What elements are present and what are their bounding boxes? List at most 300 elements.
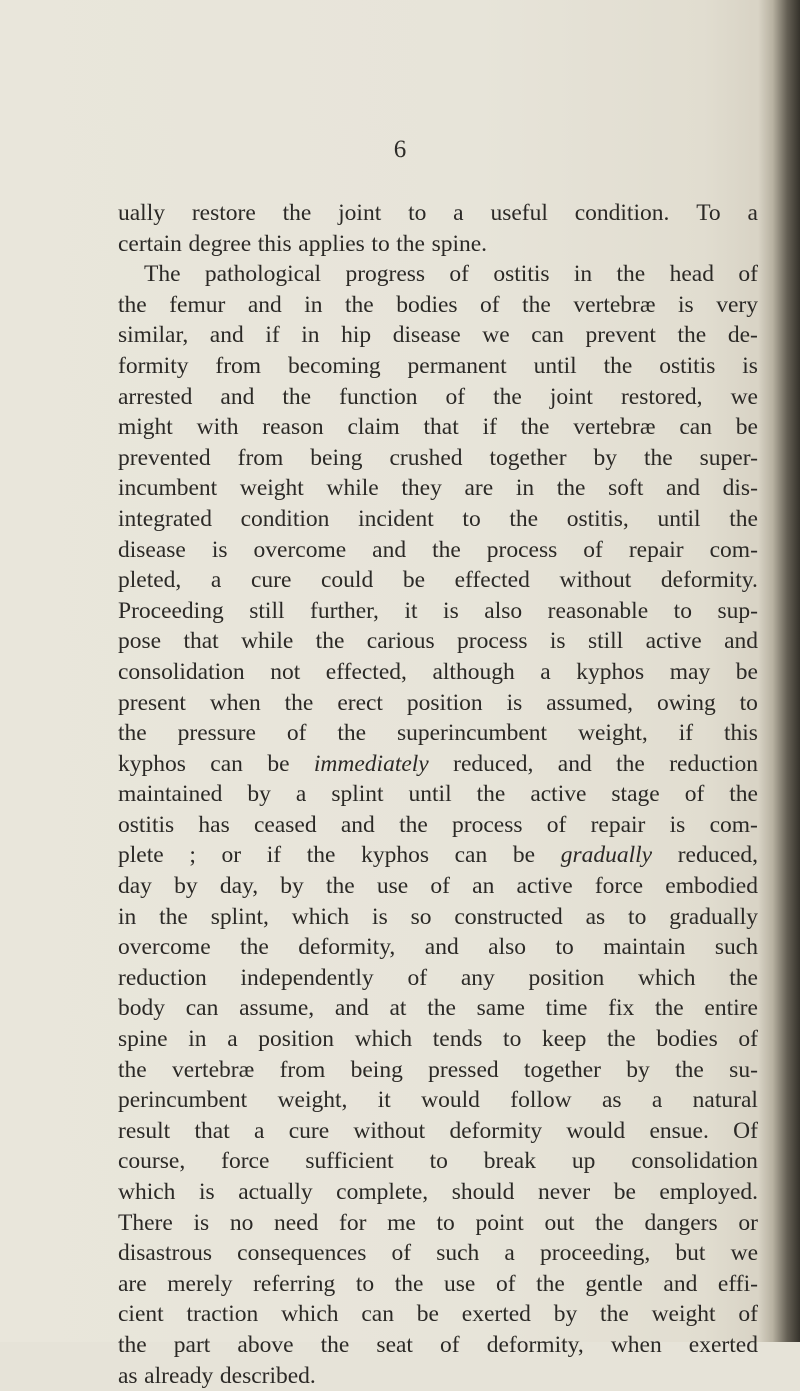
text-word: condition. [574, 200, 670, 226]
text-word: can [679, 414, 712, 441]
text-word: com- [709, 536, 758, 563]
text-word: so [410, 903, 432, 930]
text-word: described. [219, 1362, 316, 1389]
text-word: the [118, 1056, 147, 1083]
text-word: which [291, 903, 350, 930]
text-word: are [118, 1270, 147, 1297]
text-word: the [729, 781, 758, 808]
text-word: the [675, 1056, 704, 1083]
text-line [118, 565, 758, 596]
text-word: weight, [577, 720, 648, 747]
text-word: the [432, 536, 461, 563]
text-word: similar, [118, 322, 189, 349]
text-word: not [270, 658, 301, 685]
text-word: deformity, [298, 934, 396, 961]
text-word: without [353, 1117, 426, 1144]
text-word: dangers [644, 1209, 718, 1236]
text-word: a [651, 1087, 663, 1114]
text-word: force [221, 1148, 270, 1175]
text-word: active [516, 873, 573, 900]
body-text [118, 198, 758, 1391]
text-word: the [282, 383, 312, 410]
text-word: of [546, 811, 567, 838]
text-line [118, 351, 758, 382]
text-word: may [669, 658, 711, 685]
text-word: until [408, 781, 452, 808]
text-word: erect [337, 689, 383, 716]
text-word: result [118, 1117, 171, 1144]
text-word: we [482, 322, 510, 349]
text-word: overcome [118, 934, 211, 961]
text-word: kyphos [576, 658, 645, 685]
text-word: body [118, 995, 165, 1022]
text-word: as [118, 1362, 138, 1389]
text-word: and [340, 811, 375, 838]
text-word: still [587, 628, 624, 655]
text-word: restore [191, 200, 256, 226]
text-word: disease [118, 536, 186, 563]
text-word: from [237, 444, 284, 471]
text-word: dis- [722, 475, 758, 502]
text-line [118, 1330, 758, 1361]
text-word: we [730, 383, 758, 410]
text-word: the [399, 811, 428, 838]
text-word: day [118, 873, 152, 900]
text-word: the [396, 230, 425, 257]
text-line [118, 320, 758, 351]
text-word: The [144, 261, 181, 288]
text-word: ually [118, 200, 165, 226]
text-word: the [616, 750, 645, 777]
text-word: follow [510, 1087, 572, 1114]
text-word: a [295, 781, 307, 808]
text-word: and [372, 536, 407, 563]
text-word: ostitis [493, 261, 550, 288]
text-word: the [654, 995, 684, 1022]
text-word: if [266, 842, 282, 869]
text-word: There [118, 1209, 173, 1236]
text-word: the [159, 903, 188, 930]
text-word: su- [729, 1056, 758, 1083]
text-word: embodied [665, 873, 758, 900]
text-word: which [638, 964, 696, 991]
text-word: a [747, 200, 758, 226]
text-line [118, 1024, 758, 1055]
text-word: cure [250, 567, 292, 594]
text-word: if [265, 322, 280, 349]
text-word [561, 840, 652, 871]
text-word: without [559, 567, 632, 594]
text-word: the [118, 1331, 147, 1358]
text-word: the [520, 414, 550, 441]
text-word: an [472, 873, 495, 900]
text-word: when [610, 1331, 662, 1358]
text-line [118, 290, 758, 321]
text-word: is [669, 811, 686, 838]
text-word: effi- [717, 1270, 758, 1297]
text-word: weight [239, 475, 304, 502]
text-word: a [453, 200, 464, 226]
text-word: of [583, 536, 603, 563]
text-line [118, 1361, 758, 1391]
text-word: the [282, 200, 312, 226]
text-word: of [738, 1301, 758, 1328]
text-word: and [247, 291, 282, 318]
text-word: the [522, 291, 551, 318]
text-word: to [408, 200, 427, 226]
text-word: such [436, 1240, 480, 1267]
text-word: independently [240, 964, 374, 991]
text-word: by [280, 873, 304, 900]
page-edge-shadow [758, 0, 800, 1342]
text-word: pressed [428, 1056, 499, 1083]
text-word: reasonable [547, 597, 649, 624]
text-word: can [454, 842, 488, 869]
text-line [118, 473, 758, 504]
text-word: gentle [585, 1270, 643, 1297]
text-word: and [663, 1270, 698, 1297]
text-word: although [432, 658, 515, 685]
text-word: to [355, 1270, 375, 1297]
text-word: a [254, 1117, 265, 1144]
text-line [118, 779, 758, 810]
text-word: splint, [210, 903, 269, 930]
text-word: actually [238, 1179, 313, 1205]
text-word: with [196, 414, 239, 441]
text-word: in [304, 291, 323, 318]
text-word: the [476, 781, 506, 808]
text-word: the [240, 934, 269, 961]
text-word: prevent [585, 322, 656, 349]
text-word: plete [118, 842, 164, 869]
text-line [118, 932, 758, 963]
text-word: ceased [254, 811, 317, 838]
text-word: or [738, 1209, 758, 1236]
text-word: further, [310, 597, 379, 624]
text-word: certain [118, 230, 182, 257]
text-word: prevented [118, 444, 211, 471]
text-word: which [354, 1026, 413, 1053]
text-word: consequences [237, 1240, 367, 1267]
text-line [118, 1177, 758, 1208]
text-word: day, [219, 873, 259, 900]
text-word: until [533, 352, 577, 379]
text-line [118, 596, 758, 627]
text-word: can [210, 750, 243, 777]
text-word: the [600, 1301, 629, 1328]
text-word: out [544, 1209, 575, 1236]
text-word: of [738, 261, 758, 288]
text-word: in [515, 475, 535, 502]
text-word: employed. [659, 1179, 758, 1205]
text-word: bodies [396, 291, 458, 318]
text-word: perincumbent [118, 1087, 248, 1114]
text-word: if [482, 414, 497, 441]
text-word: assumed, [546, 689, 634, 716]
text-word: of [684, 781, 705, 808]
text-word: a [210, 567, 222, 594]
text-line [118, 1208, 758, 1239]
text-word: entire [704, 995, 758, 1022]
text-word: has [198, 811, 230, 838]
text-word: while [241, 628, 294, 655]
text-word: repair [590, 811, 646, 838]
text-word: any [460, 964, 495, 991]
text-word: the [394, 1270, 424, 1297]
text-word: consolidation [118, 658, 245, 685]
text-word: the [320, 1331, 350, 1358]
text-word: joint [338, 200, 382, 226]
text-word: up [571, 1148, 596, 1175]
text-word: consolidation [631, 1148, 758, 1175]
text-word: keep [541, 1026, 587, 1053]
page-number: 6 [393, 136, 407, 163]
text-word: active [530, 781, 587, 808]
text-word: in [573, 261, 593, 288]
text-word: it [404, 597, 418, 624]
text-word: from [215, 352, 262, 379]
text-word: ; [189, 842, 196, 869]
text-word: they [401, 475, 442, 502]
text-word: the [603, 352, 633, 379]
text-word: in [188, 1026, 207, 1053]
text-word: cure [288, 1117, 330, 1144]
text-word: to [503, 1026, 522, 1053]
text-line [118, 443, 758, 474]
text-word: permanent [407, 352, 507, 379]
text-word: in [118, 903, 137, 930]
text-word: point [475, 1209, 524, 1236]
text-word: disastrous [118, 1240, 212, 1267]
text-word: the [556, 475, 586, 502]
text-word: the [493, 383, 522, 410]
text-word: break [483, 1148, 536, 1175]
text-line [118, 1238, 758, 1269]
text-word: Proceeding [118, 597, 224, 624]
text-line [118, 871, 758, 902]
text-word: it [377, 1087, 391, 1114]
text-word: and [209, 322, 244, 349]
text-word: the [345, 291, 374, 318]
text-word: of [495, 1270, 516, 1297]
text-word: from [279, 1056, 326, 1083]
text-word: pose [118, 628, 162, 655]
text-word: natural [692, 1087, 758, 1114]
text-word: ostitis, [566, 505, 629, 532]
text-word: seat [376, 1331, 413, 1358]
text-word: the [315, 628, 345, 655]
text-word: be [267, 750, 290, 777]
text-word: be [735, 414, 758, 441]
text-line [118, 688, 758, 719]
text-word: the [284, 689, 314, 716]
text-word: active [645, 628, 702, 655]
text-word: the [509, 505, 539, 532]
text-word: becoming [287, 352, 381, 379]
text-word: incident [358, 505, 434, 532]
text-word: position [258, 1026, 335, 1053]
text-line [118, 1055, 758, 1086]
text-word: and [220, 383, 255, 410]
text-word: is [506, 689, 523, 716]
text-word: pathological [204, 261, 322, 288]
text-word: to [673, 597, 692, 624]
text-word: are [464, 475, 494, 502]
text-word: also [488, 934, 527, 961]
text-word: when [209, 689, 261, 716]
text-line [118, 810, 758, 841]
emphasis-word: immediately [313, 750, 429, 777]
text-line [118, 626, 758, 657]
text-word: to [429, 1148, 448, 1175]
text-word: if [678, 720, 694, 747]
text-word: assume, [239, 995, 315, 1022]
text-line [118, 1299, 758, 1330]
text-word: progress [345, 261, 426, 288]
text-line [118, 535, 758, 566]
text-word: be [416, 1301, 439, 1328]
text-line [118, 1116, 758, 1147]
text-word: proceeding, [540, 1240, 651, 1267]
text-word: for [339, 1209, 367, 1236]
text-word: the [337, 720, 367, 747]
text-word: process [486, 536, 558, 563]
text-word: deformity. [660, 567, 758, 594]
text-word: deformity [449, 1117, 543, 1144]
text-word: is [678, 291, 694, 318]
text-word: would [421, 1087, 480, 1114]
text-word: is [443, 597, 459, 624]
text-line [118, 198, 758, 229]
text-word: the [643, 444, 673, 471]
text-word: me [387, 1209, 416, 1236]
text-word: position [528, 964, 605, 991]
text-line [118, 229, 758, 260]
text-word: to [462, 505, 481, 532]
text-word: of [407, 964, 428, 991]
text-word: restored, [620, 383, 703, 410]
text-word: while [326, 475, 379, 502]
text-word: applies [298, 230, 365, 257]
text-word: position [406, 689, 483, 716]
text-word: be [613, 1179, 636, 1205]
text-word: sufficient [305, 1148, 394, 1175]
text-word: a [504, 1240, 515, 1267]
text-word: ostitis [659, 352, 716, 379]
text-word: and [666, 475, 700, 502]
text-word: the [595, 1209, 624, 1236]
text-line [118, 1146, 758, 1177]
text-word: of [286, 720, 307, 747]
text-word: by [593, 444, 617, 471]
text-word: com- [709, 811, 758, 838]
text-word: pressure [177, 720, 256, 747]
text-word: is [211, 536, 228, 563]
text-word: can [531, 322, 564, 349]
text-word: to [436, 1209, 455, 1236]
text-line [118, 840, 758, 871]
text-word: or [221, 842, 242, 869]
text-word: by [553, 1301, 578, 1328]
text-word: maintained [118, 781, 223, 808]
text-word: which [118, 1179, 176, 1205]
text-word: same [476, 995, 525, 1022]
text-line [118, 504, 758, 535]
text-line [118, 993, 758, 1024]
text-word: constructed [454, 903, 563, 930]
text-word: could [321, 567, 374, 594]
text-word: femur [169, 291, 226, 318]
text-word: that [194, 1117, 230, 1144]
text-word: repair [628, 536, 684, 563]
text-word: to [371, 230, 390, 257]
text-word: maintain [603, 934, 686, 961]
text-word: the [616, 261, 646, 288]
text-word: very [716, 291, 758, 318]
text-word: we [730, 1240, 758, 1267]
text-word: To [696, 200, 721, 226]
text-word: above [237, 1331, 294, 1358]
text-word: reduction [669, 750, 758, 777]
text-word: spine [118, 1026, 168, 1053]
text-word: the [325, 873, 355, 900]
text-line [118, 902, 758, 933]
text-word: is [193, 1209, 210, 1236]
text-word: Of [733, 1117, 758, 1144]
text-word: of [445, 383, 466, 410]
text-word: de- [727, 322, 758, 349]
text-word: present [118, 689, 186, 716]
text-word: splint [331, 781, 384, 808]
text-word: the [729, 505, 758, 532]
text-word: disease [392, 322, 461, 349]
text-word: condition [240, 505, 330, 532]
text-line [118, 1269, 758, 1300]
text-word: sup- [717, 597, 758, 624]
text-word: owing [656, 689, 716, 716]
text-word: and [557, 750, 592, 777]
text-word: the [427, 995, 456, 1022]
text-word: force [594, 873, 644, 900]
text-word: of [430, 873, 450, 900]
text-word: vertebræ [573, 414, 656, 441]
text-word: together [523, 1056, 601, 1083]
text-word: is [198, 1179, 215, 1205]
text-word: weight, [277, 1087, 348, 1114]
text-word: no [229, 1209, 254, 1236]
text-word: in [301, 322, 320, 349]
text-line [118, 718, 758, 749]
text-word: stage [611, 781, 660, 808]
text-word: until [657, 505, 701, 532]
text-word: of [391, 1240, 412, 1267]
text-word: process [457, 628, 528, 655]
text-word: reason [262, 414, 324, 441]
text-word: function [339, 383, 418, 410]
text-word: being [350, 1056, 403, 1083]
text-word: and [724, 628, 758, 655]
emphasis-word: gradually [560, 842, 653, 869]
text-line [118, 382, 758, 413]
text-word: joint [549, 383, 593, 410]
text-word: superincumbent [396, 720, 548, 747]
text-word: of [449, 261, 469, 288]
text-word: need [274, 1209, 319, 1236]
text-word: by [247, 781, 271, 808]
text-word: that [183, 628, 219, 655]
text-word: head [669, 261, 714, 288]
text-word: kyphos [118, 750, 186, 777]
